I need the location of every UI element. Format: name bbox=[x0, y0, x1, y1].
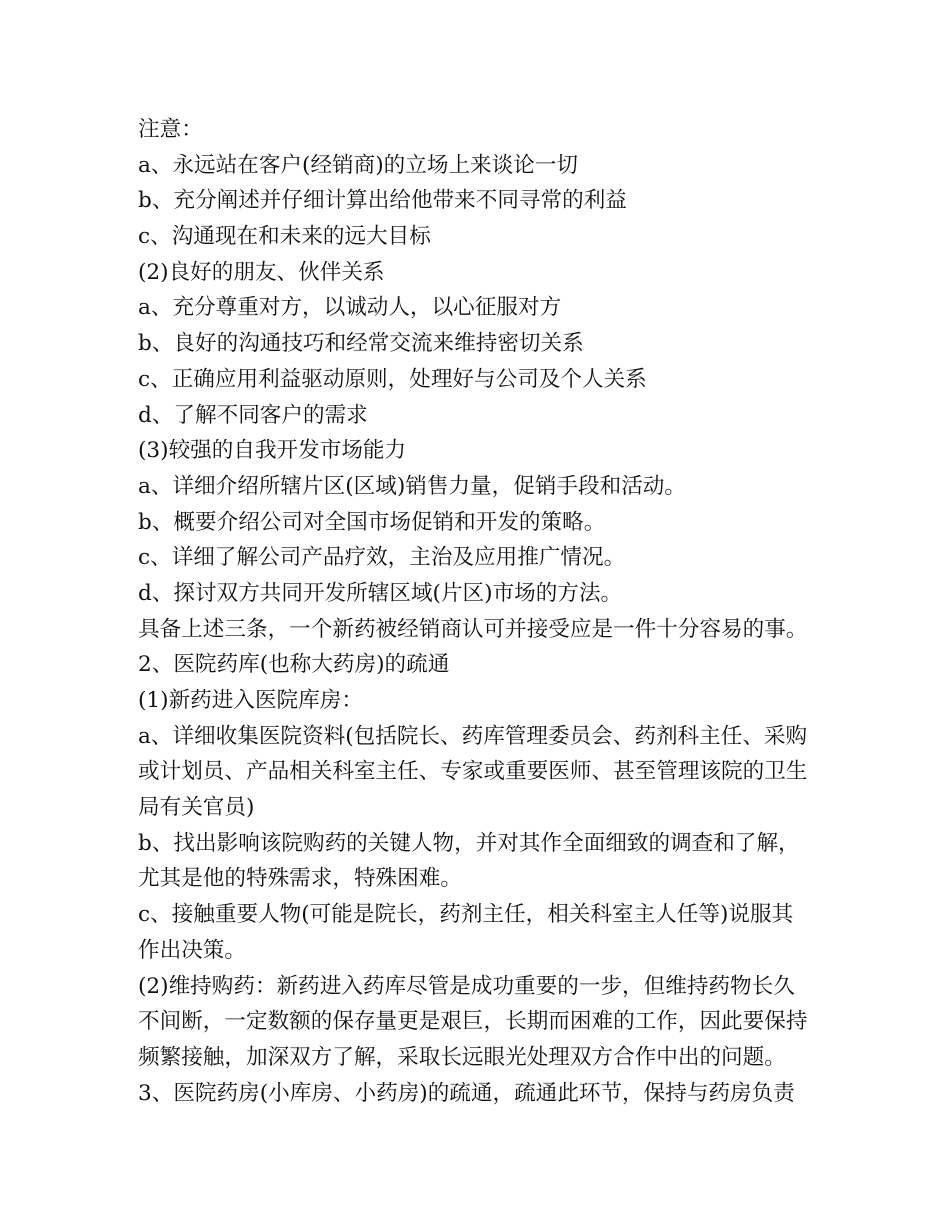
text-line: 3、医院药房(小库房、小药房)的疏通，疏通此环节，保持与药房负责 bbox=[138, 1080, 795, 1106]
text-line: 频繁接触，加深双方了解，采取长远眼光处理双方合作中出的问题。 bbox=[138, 1044, 786, 1070]
text-line: 具备上述三条，一个新药被经销商认可并接受应是一件十分容易的事。 bbox=[138, 616, 808, 642]
text-line: (2)良好的朋友、伙伴关系 bbox=[138, 259, 385, 285]
text-line: (3)较强的自我开发市场能力 bbox=[138, 438, 407, 464]
text-line: 注意： bbox=[138, 117, 203, 142]
text-line: b、充分阐述并仔细计算出给他带来不同寻常的利益 bbox=[138, 188, 627, 214]
text-line: a、充分尊重对方，以诚动人，以心征服对方 bbox=[138, 295, 562, 321]
text-line: a、详细介绍所辖片区(区域)销售力量，促销手段和活动。 bbox=[138, 473, 686, 499]
text-line: (1)新药进入医院库房： bbox=[138, 688, 363, 713]
text-line: a、永远站在客户(经销商)的立场上来谈论一切 bbox=[138, 152, 579, 178]
text-line: d、探讨双方共同开发所辖区域(片区)市场的方法。 bbox=[138, 580, 623, 606]
text-line: (2)维持购药：新药进入药库尽管是成功重要的一步，但维持药物长久 bbox=[138, 973, 795, 999]
text-line: 不间断，一定数额的保存量更是艰巨，长期而困难的工作，因此要保持 bbox=[138, 1009, 808, 1035]
text-line: b、找出影响该院购药的关键人物，并对其作全面细致的调查和了解， bbox=[138, 830, 800, 856]
document-page bbox=[138, 112, 828, 1111]
text-line: 尤其是他的特殊需求，特殊困难。 bbox=[138, 866, 462, 892]
text-line: b、概要介绍公司对全国市场促销和开发的策略。 bbox=[138, 509, 606, 535]
text-line: c、沟通现在和未来的远大目标 bbox=[138, 224, 431, 250]
text-line: c、接触重要人物(可能是院长，药剂主任，相关科室主人任等)说服其 bbox=[138, 902, 794, 928]
text-line: c、正确应用利益驱动原则，处理好与公司及个人关系 bbox=[138, 366, 647, 392]
text-line: 局有关官员) bbox=[138, 795, 255, 821]
text-line: a、详细收集医院资料(包括院长、药库管理委员会、药剂科主任、采购 bbox=[138, 723, 808, 749]
text-line: b、良好的沟通技巧和经常交流来维持密切关系 bbox=[138, 331, 584, 357]
text-line: d、了解不同客户的需求 bbox=[138, 402, 368, 428]
text-line: c、详细了解公司产品疗效，主治及应用推广情况。 bbox=[138, 545, 626, 571]
text-line: 作出决策。 bbox=[138, 937, 246, 963]
text-line: 或计划员、产品相关科室主任、专家或重要医师、甚至管理该院的卫生 bbox=[138, 759, 808, 785]
text-line: 2、医院药库(也称大药房)的疏通 bbox=[138, 652, 450, 678]
